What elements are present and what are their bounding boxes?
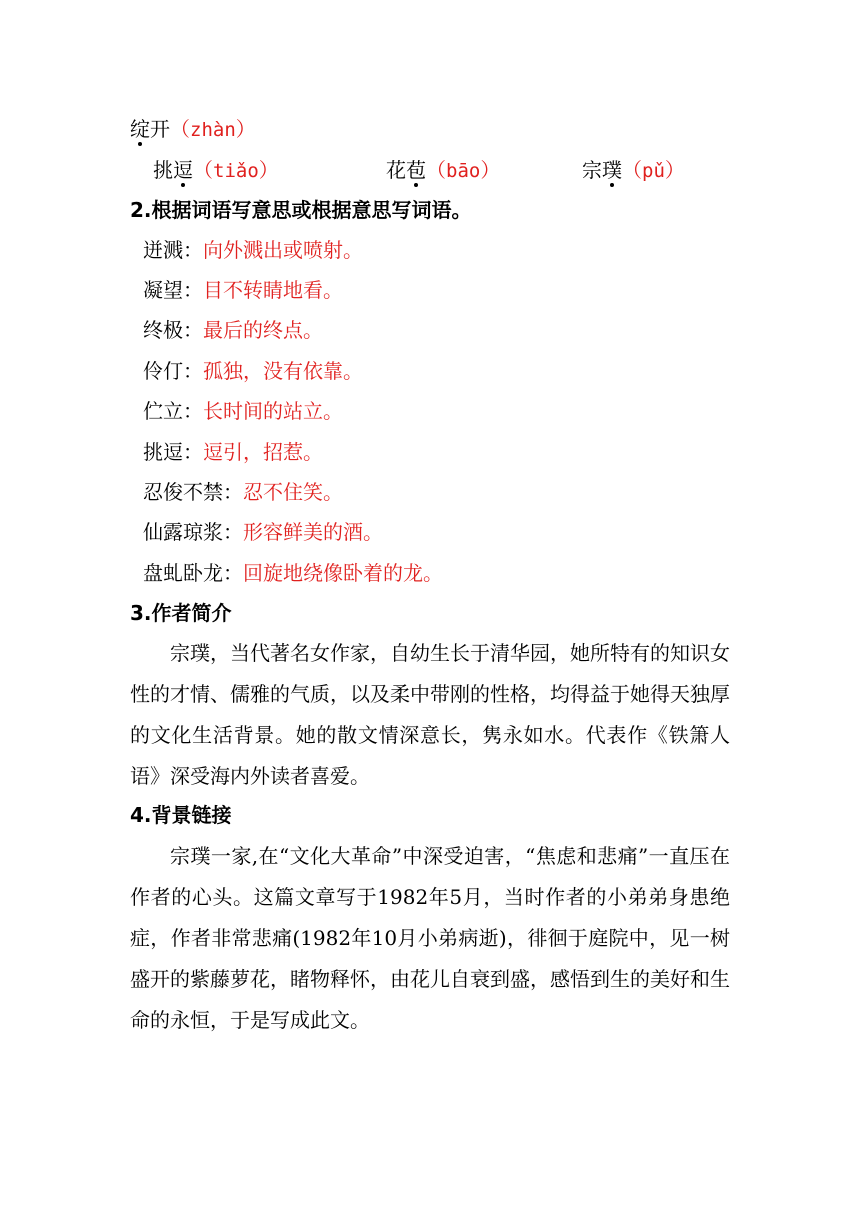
- pinyin-text: pǔ: [642, 160, 665, 182]
- paren-right: ）: [258, 158, 279, 182]
- paren-left: （: [426, 158, 446, 182]
- pinyin-item-zhan: [130, 117, 256, 142]
- paren-right: ）: [235, 117, 256, 141]
- section-heading-background: 4.背景链接: [130, 803, 232, 827]
- background-text: 宗璞一家,在“文化大革命”中深受迫害，“焦虑和悲痛”一直压在作者的心头。这篇文章写于1982年5月，当时作者的小弟弟身患绝症，作者非常悲痛(1982年10月小弟病逝)，徘徊于庭院中，见一树盛开的紫藤萝花，睹物释怀，由花儿自衰到盛，感悟到生的美好和生命的永恒，于是写成此文。: [130, 844, 730, 1032]
- pinyin-text: bāo: [446, 160, 481, 182]
- char-text: 花: [386, 158, 406, 182]
- dotted-char: 璞: [602, 158, 622, 182]
- char-text: 宗: [582, 158, 602, 182]
- dotted-char: 逗: [173, 158, 193, 182]
- paren-left: （: [193, 158, 213, 182]
- vocab-item: [143, 278, 343, 302]
- dotted-char: 绽: [130, 117, 150, 141]
- vocab-item: [143, 520, 383, 544]
- vocab-term: 忍俊不禁：: [143, 480, 243, 504]
- vocab-term: 盘虬卧龙：: [143, 561, 243, 585]
- vocab-meaning: 忍不住笑。: [243, 480, 343, 504]
- pinyin-text: tiǎo: [213, 160, 259, 182]
- background-paragraph: [130, 836, 730, 1041]
- vocab-item: [143, 318, 323, 342]
- paren-right: ）: [480, 158, 501, 182]
- vocab-meaning: 向外溅出或喷射。: [203, 238, 363, 262]
- pinyin-item-bao: [386, 158, 500, 183]
- vocab-term: 仙露琼浆：: [143, 520, 243, 544]
- pinyin-item-tiao: [153, 158, 279, 183]
- vocab-item: [143, 480, 343, 504]
- vocab-term: 凝望：: [143, 278, 203, 302]
- vocab-term: 伫立：: [143, 399, 203, 423]
- vocab-item: [143, 399, 343, 423]
- vocab-meaning: 目不转睛地看。: [203, 278, 343, 302]
- vocab-term: 伶仃：: [143, 359, 203, 383]
- paren-left: （: [170, 117, 190, 141]
- pinyin-item-pu: [582, 158, 685, 183]
- dotted-char: 苞: [406, 158, 426, 182]
- vocab-item: [143, 561, 443, 585]
- paren-right: ）: [664, 158, 685, 182]
- vocab-meaning: 逗引，招惹。: [203, 440, 323, 464]
- vocab-item: [143, 238, 363, 262]
- paren-left: （: [622, 158, 642, 182]
- section-heading-author: 3.作者简介: [130, 601, 232, 625]
- char-text: 开: [150, 117, 170, 141]
- author-intro-paragraph: [130, 633, 730, 797]
- vocab-term: 迸溅：: [143, 238, 203, 262]
- vocab-item: [143, 359, 363, 383]
- section-heading-vocab: 2.根据词语写意思或根据意思写词语。: [130, 198, 472, 222]
- vocab-meaning: 回旋地绕像卧着的龙。: [243, 561, 443, 585]
- char-text: 挑: [153, 158, 173, 182]
- vocab-meaning: 长时间的站立。: [203, 399, 343, 423]
- author-intro-text: 宗璞，当代著名女作家，自幼生长于清华园，她所特有的知识女性的才情、儒雅的气质，以及柔中带刚的性格，均得益于她得天独厚的文化生活背景。她的散文情深意长，隽永如水。代表作《铁箫人语》深受海内外读者喜爱。: [130, 641, 730, 788]
- pinyin-text: zhàn: [190, 119, 236, 141]
- vocab-meaning: 孤独，没有依靠。: [203, 359, 363, 383]
- vocab-meaning: 形容鲜美的酒。: [243, 520, 383, 544]
- vocab-term: 终极：: [143, 318, 203, 342]
- vocab-meaning: 最后的终点。: [203, 318, 323, 342]
- vocab-term: 挑逗：: [143, 440, 203, 464]
- vocab-item: [143, 440, 323, 464]
